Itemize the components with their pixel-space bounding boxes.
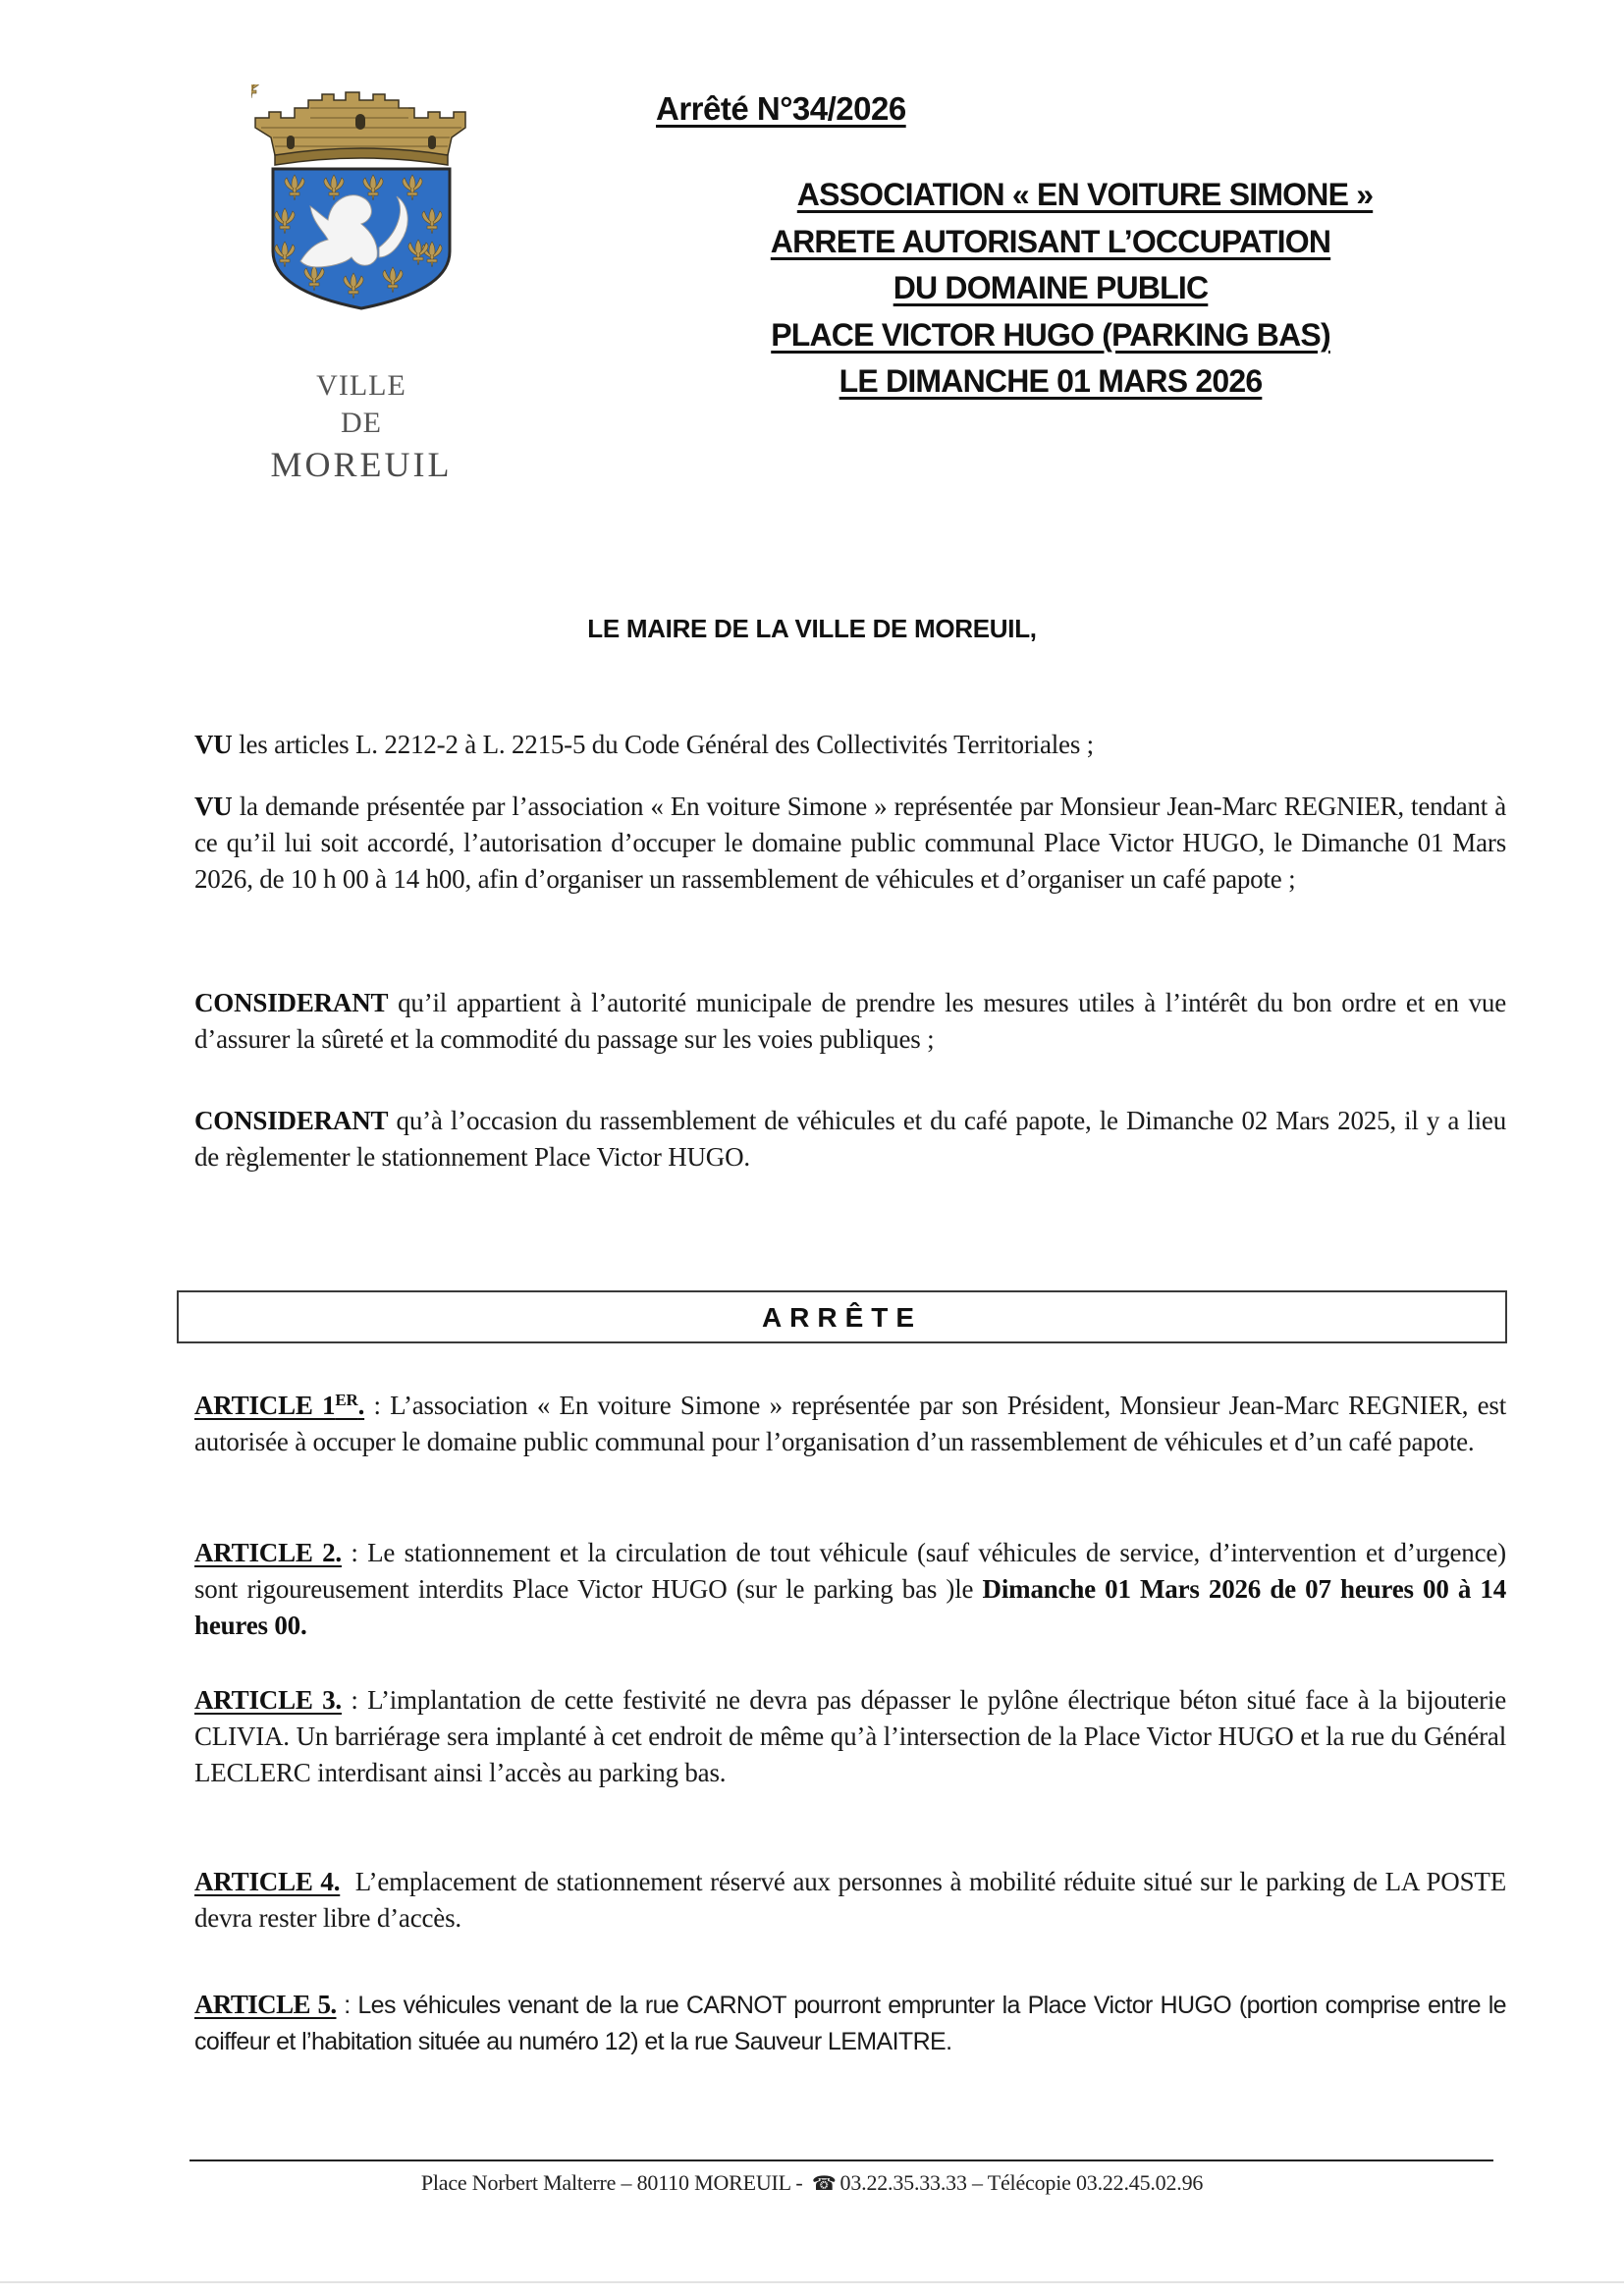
authority-heading: LE MAIRE DE LA VILLE DE MOREUIL,: [587, 614, 1037, 643]
article-5-label: ARTICLE 5.: [194, 1990, 337, 2019]
moreuil-coat-of-arms-icon: [251, 84, 471, 350]
article-2: ARTICLE 2. : Le stationnement et la circulation de tout véhicule (sauf véhicules de service, d’intervention et d’urgence) sont rigoureusement interdits Place Victor HUGO (sur le parking bas )le Dimanche 01 Mars 2026 de 07 heures 00 à 14 heures 00.: [194, 1538, 1506, 1640]
article-4: [194, 1864, 1506, 1937]
considerant-paragraph-1: [194, 985, 1506, 1058]
vu-paragraph-1: [194, 727, 1506, 763]
article-5-text: Les véhicules venant de la rue CARNOT pourront emprunter la Place Victor HUGO (portion comprise entre le coiffeur et l’habitation située au numéro 12) et la rue Sauveur LEMAITRE.: [194, 1992, 1506, 2055]
vu-paragraph-2: [194, 789, 1506, 898]
vu-lead: VU: [194, 730, 233, 759]
article-4-text: L’emplacement de stationnement réservé aux personnes à mobilité réduite situé sur le parking de LA POSTE devra rester libre d’accès.: [194, 1867, 1506, 1933]
footer-contact: [0, 2170, 1624, 2196]
vu-lead: VU: [194, 792, 233, 821]
considerant-text: qu’il appartient à l’autorité municipale de prendre les mesures utiles à l’intérêt du bon ordre et en vue d’assurer la sûreté et la commodité du passage sur les voies publiques ;: [194, 988, 1506, 1054]
arrete-heading-box: [177, 1290, 1507, 1343]
considerant-text: qu’à l’occasion du rassemblement de véhicules et du café papote, le Dimanche 02 Mars 2025, il y a lieu de règlementer le stationnement Place Victor HUGO.: [194, 1106, 1506, 1172]
title-line-date: LE DIMANCHE 01 MARS 2026: [839, 363, 1263, 399]
article-1-text: L’association « En voiture Simone » représentée par son Président, Monsieur Jean-Marc REGNIER, est autorisée à occuper le domaine public communal pour l’organisation d’un rassemblement de véhicules et d’un café papote.: [194, 1391, 1507, 1456]
considerant-paragraph-2: [194, 1103, 1506, 1175]
title-line-association: ASSOCIATION « EN VOITURE SIMONE »: [796, 177, 1374, 212]
vu-text: la demande présentée par l’association « En voiture Simone » représentée par Monsieur Jean-Marc REGNIER, tendant à ce qu’il lui soit accordé, l’autorisation d’occuper le domaine public communal Place Victor HUGO, le Dimanche 01 Mars 2026, de 10 h 00 à 14 h00, afin d’organiser un rassemblement de véhicules et d’organiser un café papote ;: [194, 792, 1506, 894]
footer-address: Place Norbert Malterre – 80110 MOREUIL -: [420, 2170, 803, 2195]
article-1: ARTICLE 1ER. : L’association « En voiture Simone » représentée par son Président, Monsieur Jean-Marc REGNIER, est autorisée à occuper le domaine public communal pour l’organisation d’un rassemblement de véhicules et d’un café papote.: [194, 1391, 1507, 1456]
considerant-lead: CONSIDERANT: [194, 1106, 389, 1135]
article-4-label: ARTICLE 4.: [194, 1867, 341, 1896]
crest-label-ville: VILLE: [316, 369, 406, 402]
article-5: ARTICLE 5. : Les véhicules venant de la rue CARNOT pourront emprunter la Place Victor HUGO (portion comprise entre le coiffeur et l’habitation située au numéro 12) et la rue Sauveur LEMAITRE.: [194, 1990, 1506, 2055]
considerant-lead: CONSIDERANT: [194, 988, 389, 1017]
telephone-icon: ☎: [811, 2173, 837, 2195]
title-line-place-victor-hugo: PLACE VICTOR HUGO (PARKING BAS): [771, 317, 1330, 353]
title-line-arrete-autorisant: ARRETE AUTORISANT L’OCCUPATION: [770, 224, 1331, 259]
page-edge-line: [0, 2281, 1624, 2283]
article-2-text: Le stationnement et la circulation de tout véhicule (sauf véhicules de service, d’intervention et d’urgence) sont rigoureusement interdits Place Victor HUGO (sur le parking bas )le: [194, 1538, 1506, 1604]
article-1-label: ARTICLE 1ER.: [194, 1391, 365, 1420]
article-2-label: ARTICLE 2.: [194, 1538, 342, 1567]
title-line-domaine-public: DU DOMAINE PUBLIC: [893, 270, 1209, 305]
article-2-date-bold: Dimanche 01 Mars 2026 de 07 heures 00 à 14 heures 00.: [194, 1574, 1506, 1640]
crest-label-de: DE: [341, 407, 382, 439]
article-3-label: ARTICLE 3.: [194, 1685, 342, 1715]
footer-divider: [189, 2159, 1493, 2161]
article-3: ARTICLE 3. : L’implantation de cette festivité ne devra pas dépasser le pylône électrique béton situé face à la bijouterie CLIVIA. Un barriérage sera implanté à cet endroit de même qu’à l’intersection de la Place Victor HUGO et la rue du Général LECLERC interdisant ainsi l’accès au parking bas.: [194, 1685, 1506, 1787]
footer-phone-fax: 03.22.35.33.33 – Télécopie 03.22.45.02.96: [839, 2170, 1204, 2195]
arrete-heading: ARRÊTE: [761, 1302, 923, 1333]
article-3-text: L’implantation de cette festivité ne devra pas dépasser le pylône électrique béton situé face à la bijouterie CLIVIA. Un barriérage sera implanté à cet endroit de même qu’à l’intersection de la Place Victor HUGO et la rue du Général LECLERC interdisant ainsi l’accès au parking bas.: [194, 1685, 1506, 1787]
arrete-number: Arrêté N°34/2026: [656, 90, 906, 127]
crest-label-moreuil: MOREUIL: [270, 445, 453, 484]
vu-text: les articles L. 2212-2 à L. 2215-5 du Code Général des Collectivités Territoriales ;: [232, 730, 1094, 759]
